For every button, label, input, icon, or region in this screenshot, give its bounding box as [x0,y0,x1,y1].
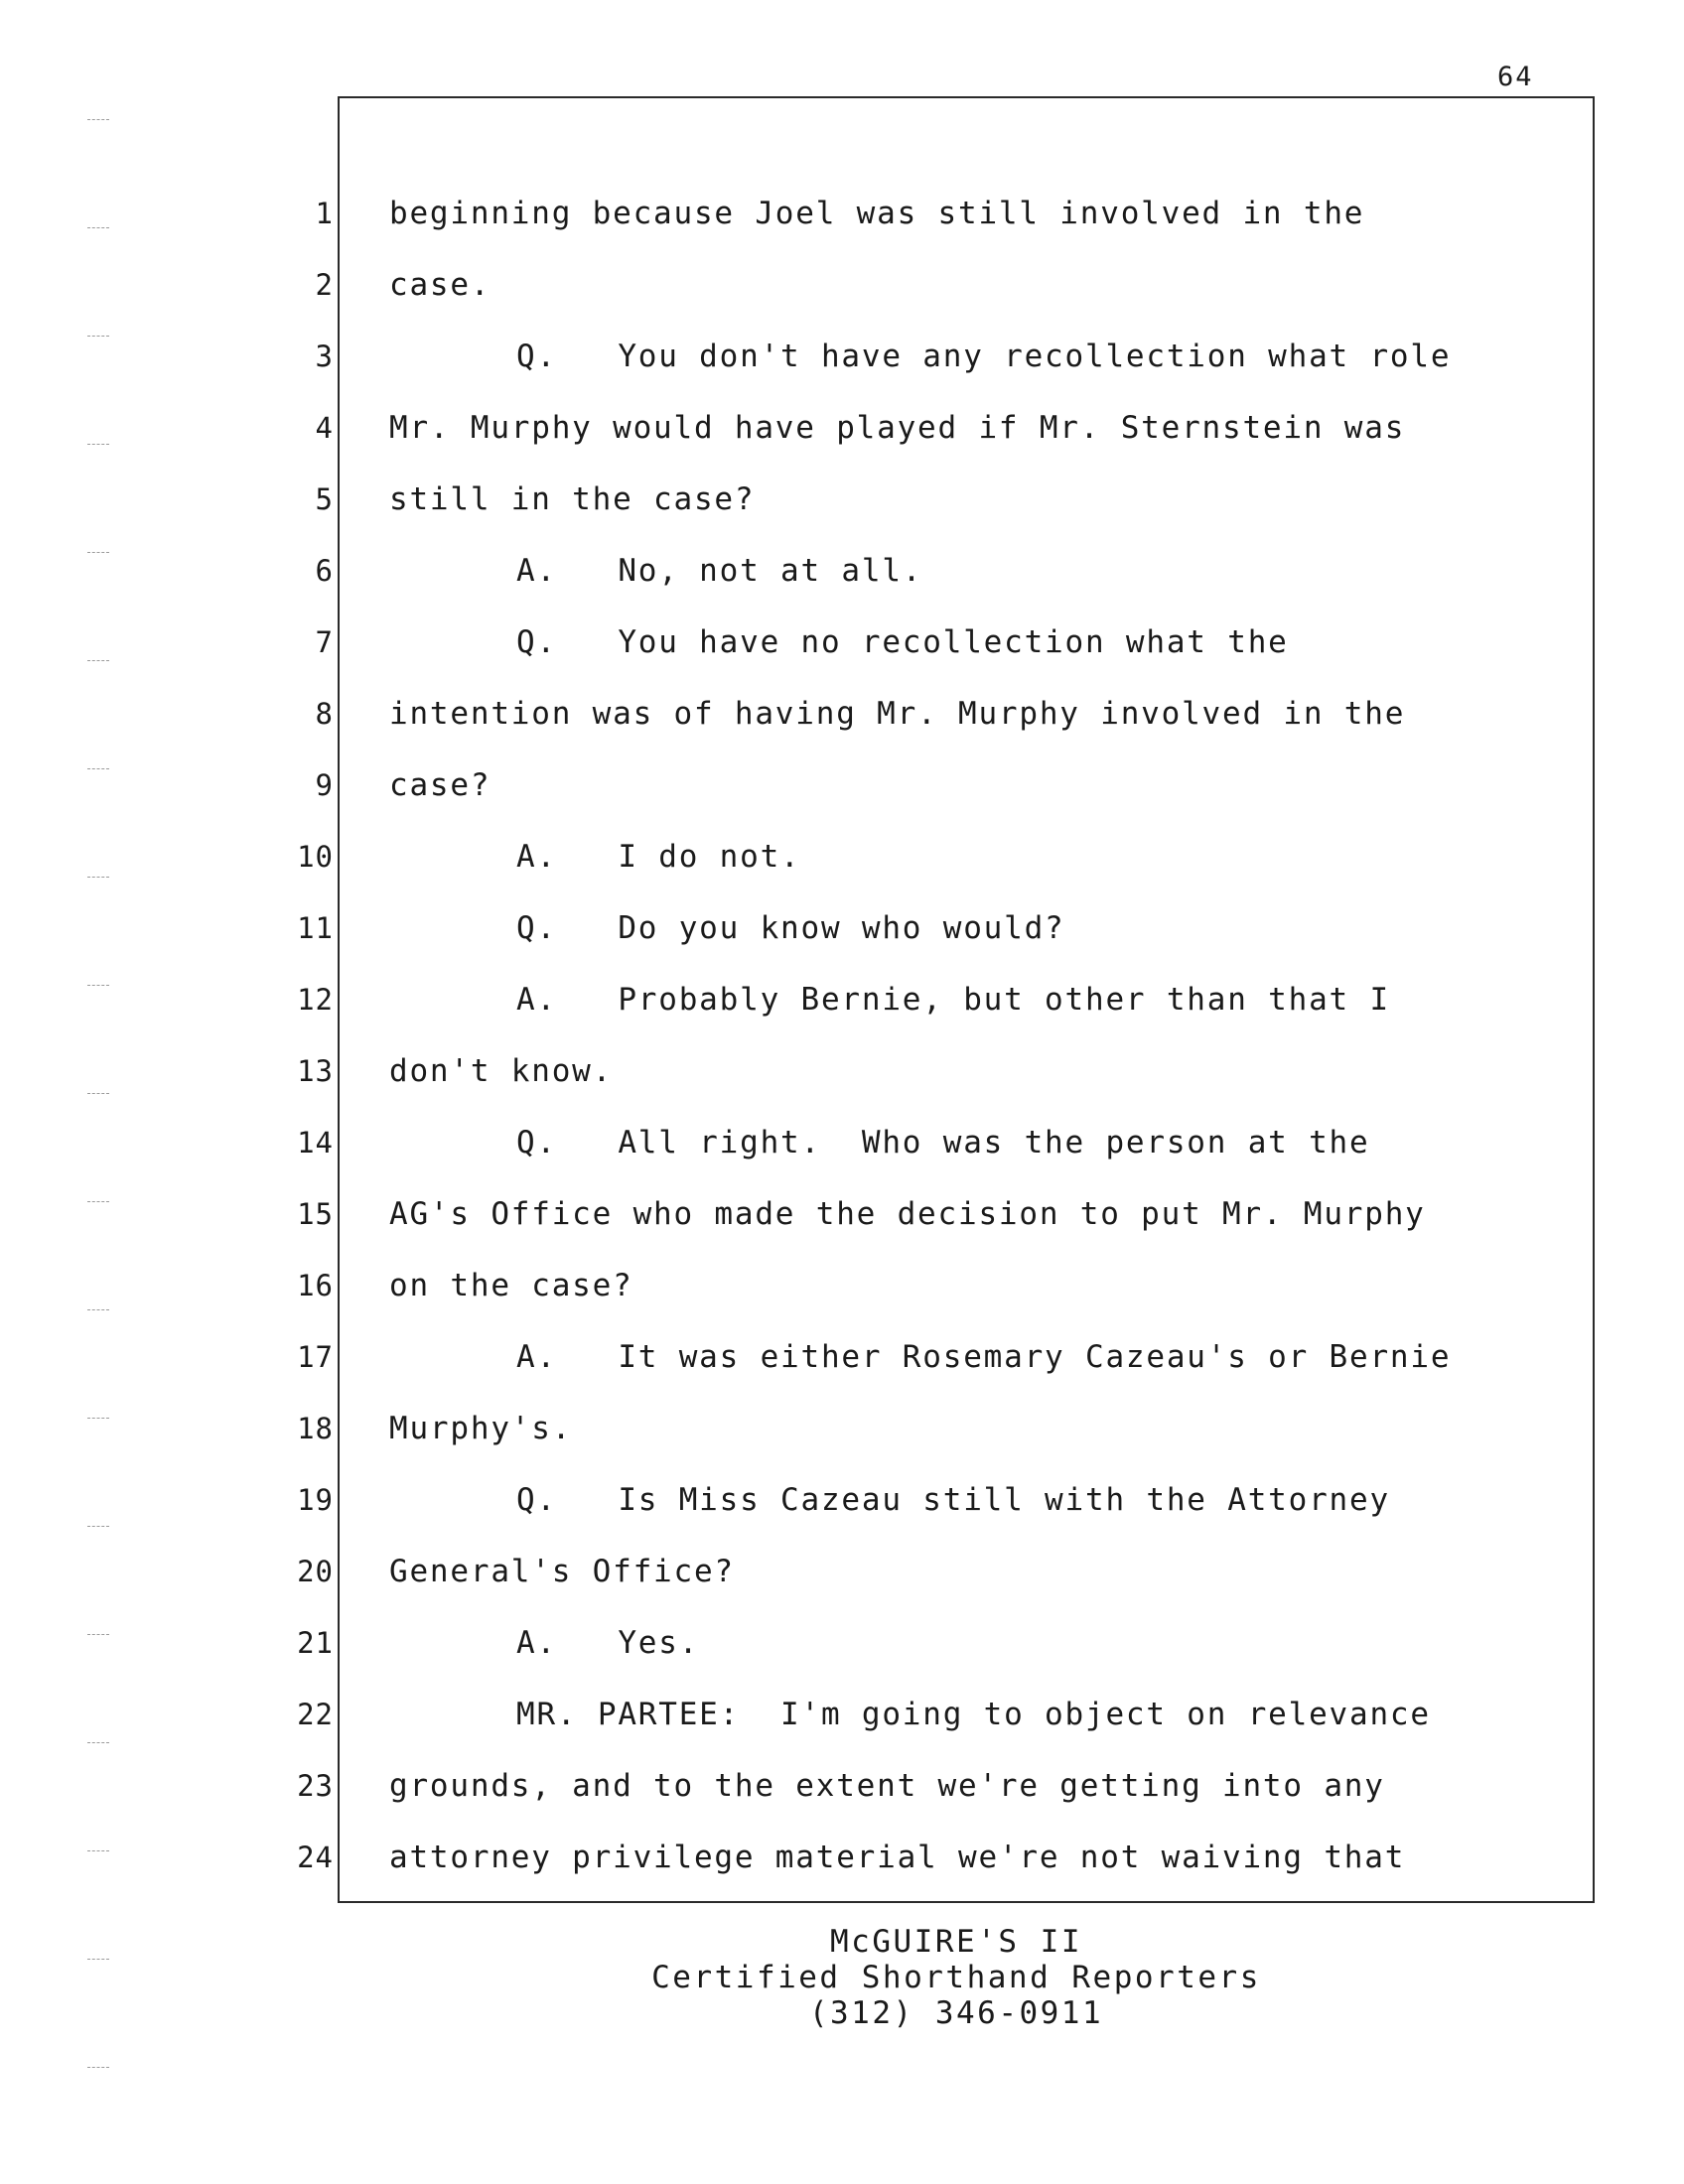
line-text: intention was of having Mr. Murphy involved in the [389,696,1406,732]
line-number: 10 [297,840,334,874]
transcript-line [0,622,1684,682]
line-text: attorney privilege material we're not waiving that [389,1840,1406,1875]
page-number: 64 [1497,62,1534,92]
line-number: 24 [297,1841,334,1874]
line-text: General's Office? [389,1554,735,1589]
line-number: 13 [297,1054,334,1088]
line-number: 21 [297,1626,334,1660]
line-text: Q. You don't have any recollection what role [516,339,1452,374]
line-text: on the case? [389,1268,633,1303]
transcript-line [0,265,1684,325]
transcript-line [0,765,1684,825]
line-text: case? [389,767,491,803]
line-text: A. I do not. [516,839,801,875]
line-number: 17 [297,1340,334,1374]
line-number: 6 [315,554,334,588]
line-number: 23 [297,1769,334,1803]
line-number: 1 [315,197,334,230]
line-number: 8 [315,697,334,731]
transcript-line [0,1123,1684,1182]
transcript-line [0,908,1684,968]
transcript-line [0,980,1684,1039]
transcript-line [0,194,1684,253]
line-text: AG's Office who made the decision to put Mr. Murphy [389,1196,1426,1232]
footer-phone: (312) 346-0911 [808,1995,1104,2031]
line-text: still in the case? [389,481,756,517]
line-number: 7 [315,625,334,659]
line-text: Q. Is Miss Cazeau still with the Attorney [516,1482,1390,1518]
transcript-line [0,837,1684,896]
footer-company: McGUIRE'S II [830,1924,1082,1960]
transcript-line [0,1838,1684,1897]
line-text: Mr. Murphy would have played if Mr. Sternstein was [389,410,1406,446]
line-text: A. Probably Bernie, but other than that I [516,982,1390,1018]
line-number: 18 [297,1412,334,1445]
line-text: MR. PARTEE: I'm going to object on relevance [516,1697,1431,1732]
transcript-line [0,408,1684,468]
transcript-line [0,1051,1684,1111]
line-text: beginning because Joel was still involved in the [389,196,1365,231]
transcript-line [0,1409,1684,1468]
line-number: 15 [297,1197,334,1231]
line-text: Q. All right. Who was the person at the [516,1125,1370,1160]
transcript-line [0,694,1684,753]
line-number: 14 [297,1126,334,1160]
line-number: 2 [315,268,334,302]
transcript-line [0,1337,1684,1397]
transcript-line [0,337,1684,396]
transcript-line [0,1623,1684,1683]
line-number: 3 [315,340,334,373]
line-text: Q. Do you know who would? [516,910,1065,946]
line-text: case. [389,267,491,303]
line-number: 22 [297,1698,334,1731]
transcript-line [0,1266,1684,1325]
line-number: 19 [297,1483,334,1517]
line-text: A. No, not at all. [516,553,923,589]
footer-description: Certified Shorthand Reporters [651,1960,1261,1995]
transcript-line [0,1194,1684,1254]
line-text: don't know. [389,1053,614,1089]
line-number: 11 [297,911,334,945]
transcript-line [0,1480,1684,1540]
line-number: 4 [315,411,334,445]
line-text: grounds, and to the extent we're getting into any [389,1768,1385,1804]
line-text: Q. You have no recollection what the [516,624,1289,660]
transcript-line [0,1552,1684,1611]
transcript-line [0,479,1684,539]
line-number: 20 [297,1555,334,1588]
line-number: 16 [297,1269,334,1302]
line-number: 12 [297,983,334,1017]
line-text: A. It was either Rosemary Cazeau's or Bernie [516,1339,1452,1375]
reporter-footer [0,1924,1684,2031]
line-number: 9 [315,768,334,802]
line-text: A. Yes. [516,1625,700,1661]
transcript-line [0,1766,1684,1826]
line-text: Murphy's. [389,1411,573,1446]
transcript-line [0,551,1684,611]
transcript-line [0,1695,1684,1754]
line-number: 5 [315,482,334,516]
